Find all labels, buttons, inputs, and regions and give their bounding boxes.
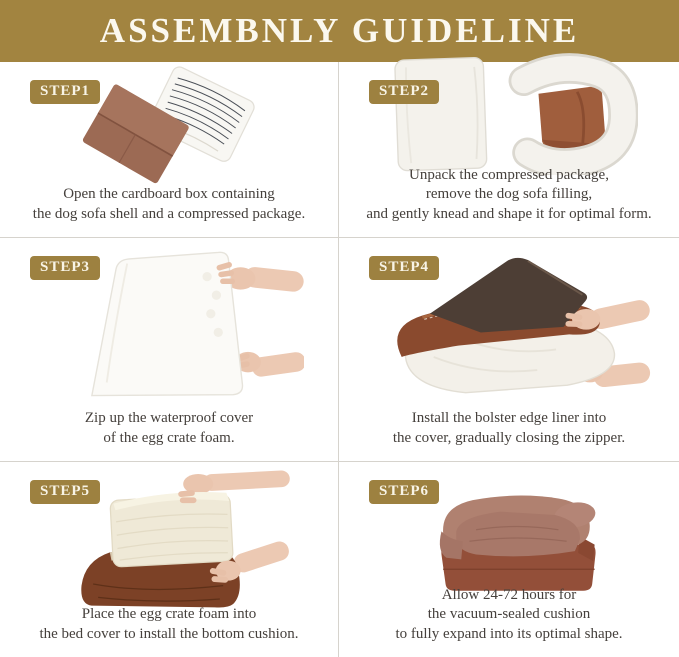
step-1-caption: Open the cardboard box containing the dog sofa shell and a compressed package. xyxy=(32,186,306,223)
finished-dog-sofa-illustration xyxy=(383,454,635,594)
steps-grid xyxy=(0,62,679,657)
step-5-caption: Place the egg crate foam into the bed cover to install the bottom cushion. xyxy=(39,606,299,643)
step-2-caption: Unpack the compressed package, remove the dog sofa filling, and gently knead and shape it for optimal form. xyxy=(366,166,652,223)
step-1-badge: STEP1 xyxy=(30,80,100,104)
step-6-badge: STEP6 xyxy=(369,480,439,504)
step-2-badge: STEP2 xyxy=(369,80,439,104)
step-6-cell xyxy=(339,462,679,657)
step-4-badge: STEP4 xyxy=(369,256,439,280)
step-3-badge: STEP3 xyxy=(30,256,100,280)
step-2-illustration-area xyxy=(339,62,679,166)
page-title: ASSEMBNLY GUIDELINE xyxy=(99,11,580,50)
foam-pad-bolster-illustration xyxy=(380,53,638,175)
step-5-cell xyxy=(0,462,339,657)
step-4-cell xyxy=(339,238,679,462)
step-1-cell xyxy=(0,62,339,238)
step-4-caption: Install the bolster edge liner into the cover, gradually closing the zipper. xyxy=(392,410,626,447)
step-3-caption: Zip up the waterproof cover of the egg crate foam. xyxy=(84,410,254,447)
step-2-cell xyxy=(339,62,679,238)
step-5-badge: STEP5 xyxy=(30,480,100,504)
step-6-caption: Allow 24-72 hours for the vacuum-sealed cushion to fully expand into its optimal shape. xyxy=(395,586,623,643)
step-3-cell xyxy=(0,238,339,462)
